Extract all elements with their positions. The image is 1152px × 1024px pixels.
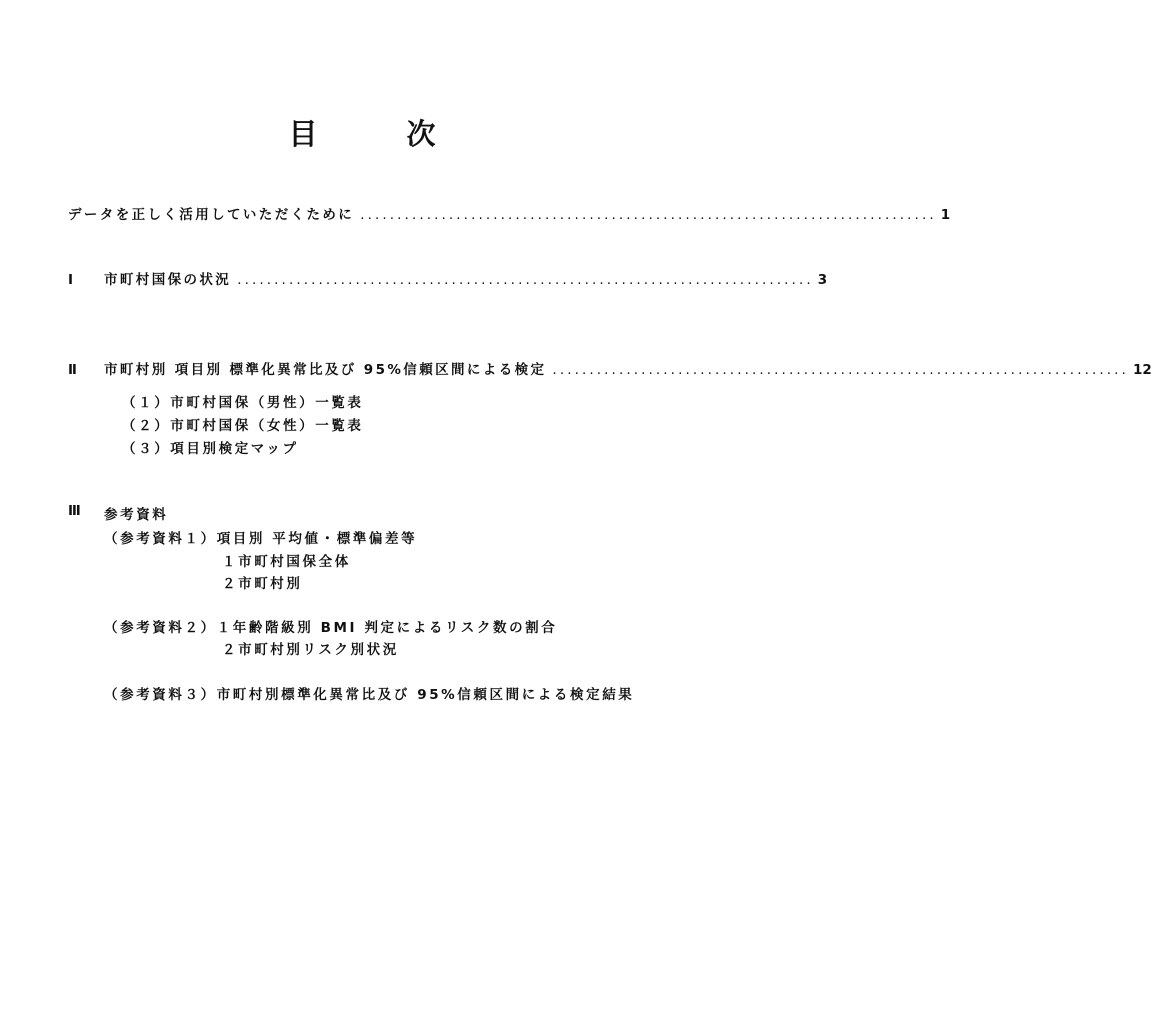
toc-entry-label: 市町村国保の状況	[104, 272, 232, 288]
reference-1-sub-2[interactable]: ２市町村別	[222, 576, 303, 592]
toc-entry-label: データを正しく活用していただくために	[68, 207, 355, 223]
reference-1-sub-1[interactable]: １市町村国保全体	[222, 554, 351, 570]
section-2-item-3[interactable]: （３）項目別検定マップ	[122, 441, 299, 457]
section-3-number: Ⅲ	[68, 503, 84, 519]
toc-entry-label: 市町村別 項目別 標準化異常比及び 95%信頼区間による検定	[104, 362, 547, 378]
reference-3-label[interactable]: （参考資料３）市町村別標準化異常比及び 95%信頼区間による検定結果	[104, 687, 635, 703]
section-number: Ⅱ	[68, 362, 80, 378]
dot-leader: ..............................................................................	[360, 207, 937, 223]
reference-1-label[interactable]: （参考資料１）項目別 平均値・標準偏差等	[104, 531, 418, 547]
toc-page-number: 3	[817, 272, 828, 288]
dot-leader: ..............................................................................	[237, 272, 814, 288]
toc-page-number: 1	[940, 207, 951, 223]
toc-entry-section-2[interactable]	[68, 358, 1152, 378]
section-2-item-1[interactable]: （１）市町村国保（男性）一覧表	[122, 395, 364, 411]
page-title: 目 次	[288, 117, 466, 151]
toc-entry-intro[interactable]	[68, 203, 951, 223]
toc-entry-section-1[interactable]	[68, 268, 828, 288]
section-2-item-2[interactable]: （２）市町村国保（女性）一覧表	[122, 418, 364, 434]
toc-page-number: 12	[1132, 362, 1152, 378]
dot-leader: ..............................................................................	[552, 362, 1129, 378]
section-number: Ⅰ	[68, 272, 76, 288]
section-3-heading[interactable]: 参考資料	[104, 507, 169, 523]
reference-2-sub-1[interactable]: ２市町村別リスク別状況	[222, 642, 399, 658]
reference-2-label[interactable]: （参考資料２）１年齢階級別 BMI 判定によるリスク数の割合	[104, 620, 558, 636]
